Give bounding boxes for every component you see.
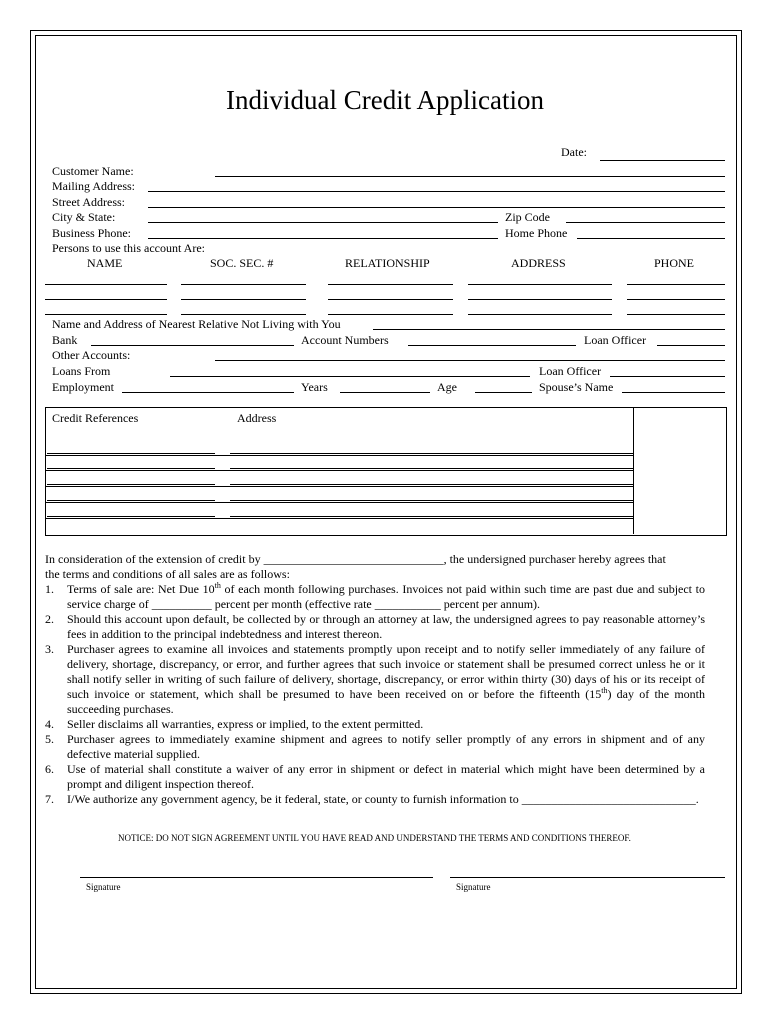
column-soc-sec: SOC. SEC. # — [210, 256, 274, 270]
term-text: of each month following purchases. Invoices not paid within such time are past due and subject to service charge of __________ percent per month (effective rate ___________ percent per annum). — [67, 582, 705, 611]
age-field[interactable] — [475, 392, 532, 393]
person-1-ssn-field[interactable] — [181, 284, 306, 285]
spouse-name-field[interactable] — [622, 392, 725, 393]
term-number: 5. — [45, 732, 54, 746]
customer-name-field[interactable] — [215, 176, 725, 177]
term-number: 6. — [45, 762, 54, 776]
years-field[interactable] — [340, 392, 430, 393]
credit-reference-1-field[interactable] — [47, 453, 215, 454]
loan-officer-2-field[interactable] — [610, 376, 725, 377]
person-2-address-field[interactable] — [468, 299, 612, 300]
term-text: I/We authorize any government agency, be it federal, state, or county to furnish information to _____________________________. — [67, 792, 699, 806]
term-number: 4. — [45, 717, 54, 731]
credit-row-separator — [45, 486, 633, 487]
credit-address-1-field[interactable] — [230, 453, 633, 454]
loans-from-field[interactable] — [170, 376, 530, 377]
loan-officer-label: Loan Officer — [584, 333, 647, 347]
other-accounts-label: Other Accounts: — [52, 348, 131, 362]
zip-code-label: Zip Code — [505, 210, 550, 224]
loan-officer-field[interactable] — [657, 345, 725, 346]
city-state-field[interactable] — [148, 222, 498, 223]
credit-address-5-field[interactable] — [230, 516, 633, 517]
credit-address-3-field[interactable] — [230, 484, 633, 485]
signature-line-2[interactable] — [450, 877, 725, 878]
years-label: Years — [301, 380, 328, 394]
signature-line-1[interactable] — [80, 877, 433, 878]
credit-references-label: Credit References — [52, 411, 139, 425]
term-text: Should this account upon default, be collected by or through an attorney at law, the undersigned agrees to pay reasonable attorney’s fees in addition to the principal indebtedness and interest thereon. — [67, 612, 705, 641]
person-3-ssn-field[interactable] — [181, 314, 306, 315]
term-text: Terms of sale are: Net Due 10 — [67, 582, 215, 596]
term-item-6 — [45, 762, 705, 792]
credit-reference-5-field[interactable] — [47, 516, 215, 517]
home-phone-label: Home Phone — [505, 226, 568, 240]
credit-reference-2-field[interactable] — [47, 468, 215, 469]
spouse-name-label: Spouse’s Name — [539, 380, 614, 394]
term-number: 2. — [45, 612, 54, 626]
nearest-relative-field[interactable] — [373, 329, 725, 330]
street-address-field[interactable] — [148, 207, 725, 208]
credit-row-separator — [45, 455, 633, 456]
person-1-phone-field[interactable] — [627, 284, 725, 285]
business-phone-field[interactable] — [148, 238, 498, 239]
credit-reference-4-field[interactable] — [47, 500, 215, 501]
person-1-relationship-field[interactable] — [328, 284, 453, 285]
zip-code-field[interactable] — [566, 222, 725, 223]
persons-label: Persons to use this account Are: — [52, 241, 205, 255]
person-2-relationship-field[interactable] — [328, 299, 453, 300]
customer-name-label: Customer Name: — [52, 164, 134, 178]
term-item-1 — [45, 582, 705, 612]
credit-address-label: Address — [237, 411, 277, 425]
credit-row-separator — [45, 518, 633, 519]
account-numbers-field[interactable] — [408, 345, 576, 346]
credit-row-separator — [45, 470, 633, 471]
street-address-label: Street Address: — [52, 195, 125, 209]
column-name: NAME — [87, 256, 123, 270]
column-relationship: RELATIONSHIP — [345, 256, 430, 270]
person-1-name-field[interactable] — [45, 284, 167, 285]
signature-label-2: Signature — [456, 882, 491, 892]
business-phone-label: Business Phone: — [52, 226, 132, 240]
mailing-address-label: Mailing Address: — [52, 179, 135, 193]
term-number: 1. — [45, 582, 54, 596]
account-numbers-label: Account Numbers — [301, 333, 389, 347]
credit-row-separator — [45, 502, 633, 503]
person-1-address-field[interactable] — [468, 284, 612, 285]
term-text: Purchaser agrees to immediately examine shipment and agrees to notify seller promptly of any errors in shipment and of any defective material supplied. — [67, 732, 705, 761]
bank-label: Bank — [52, 333, 78, 347]
person-2-ssn-field[interactable] — [181, 299, 306, 300]
column-phone: PHONE — [654, 256, 695, 270]
age-label: Age — [437, 380, 457, 394]
other-accounts-field[interactable] — [215, 360, 725, 361]
column-address: ADDRESS — [511, 256, 566, 270]
term-number: 3. — [45, 642, 54, 656]
term-text: Seller disclaims all warranties, express or implied, to the extent permitted. — [67, 717, 424, 731]
signature-label-1: Signature — [86, 882, 121, 892]
person-3-name-field[interactable] — [45, 314, 167, 315]
loan-officer-2-label: Loan Officer — [539, 364, 602, 378]
mailing-address-field[interactable] — [148, 191, 725, 192]
employment-label: Employment — [52, 380, 114, 394]
person-3-relationship-field[interactable] — [328, 314, 453, 315]
person-2-phone-field[interactable] — [627, 299, 725, 300]
terms-intro-line-1: In consideration of the extension of credit by ______________________________, the undersigned purchaser hereby agrees that — [45, 552, 666, 566]
term-number: 7. — [45, 792, 54, 806]
term-item-4 — [45, 717, 705, 732]
date-field[interactable] — [600, 160, 725, 161]
term-superscript: th — [601, 686, 608, 695]
page-title: Individual Credit Application — [226, 85, 544, 115]
term-item-2 — [45, 612, 705, 642]
credit-address-2-field[interactable] — [230, 468, 633, 469]
term-text: ) day of the month succeeding purchases. — [67, 687, 705, 716]
person-3-address-field[interactable] — [468, 314, 612, 315]
term-text: Purchaser agrees to examine all invoices and statements promptly upon receipt and to notify seller immediately of any failure of delivery, shortage, discrepancy, or error, and further agrees that such invoice or statement shall be presumed correct unless he or it shall notify seller in writing of such failure of delivery, shortage, discrepancy, or error within thirty (30) days of his or its receipt of such invoice or statement, which shall be presumed to have been received on or before the fifteenth (15 — [67, 642, 705, 701]
term-text: Use of material shall constitute a waiver of any error in shipment or defect in material which might have been determined by a prompt and diligent inspection thereof. — [67, 762, 705, 791]
term-item-3 — [45, 642, 705, 717]
bank-field[interactable] — [91, 345, 294, 346]
home-phone-field[interactable] — [577, 238, 725, 239]
credit-references-divider — [633, 407, 634, 534]
person-2-name-field[interactable] — [45, 299, 167, 300]
terms-intro-line-2: the terms and conditions of all sales are as follows: — [45, 567, 290, 581]
credit-reference-3-field[interactable] — [47, 484, 215, 485]
loans-from-label: Loans From — [52, 364, 111, 378]
city-state-label: City & State: — [52, 210, 116, 224]
term-superscript: th — [214, 581, 221, 590]
term-item-7 — [45, 792, 705, 807]
nearest-relative-label: Name and Address of Nearest Relative Not Living with You — [52, 317, 341, 331]
term-item-5 — [45, 732, 705, 762]
person-3-phone-field[interactable] — [627, 314, 725, 315]
date-label: Date: — [561, 145, 587, 159]
employment-field[interactable] — [122, 392, 294, 393]
credit-address-4-field[interactable] — [230, 500, 633, 501]
notice-text: NOTICE: DO NOT SIGN AGREEMENT UNTIL YOU HAVE READ AND UNDERSTAND THE TERMS AND CONDITIONS THEREOF. — [118, 833, 631, 843]
terms-section — [45, 552, 705, 807]
